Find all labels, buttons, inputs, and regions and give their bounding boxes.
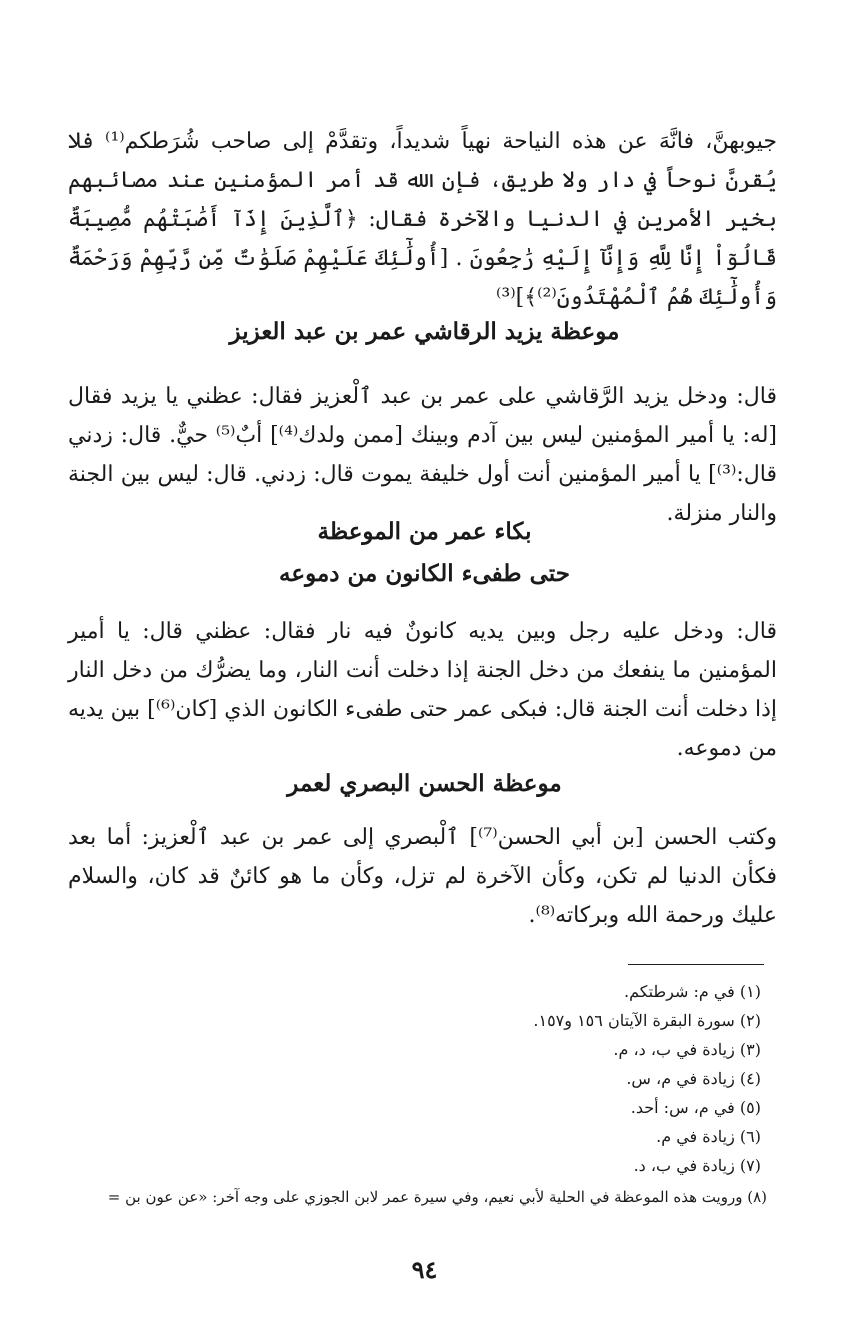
paragraph-kanun: قال: ودخل عليه رجل وبين يديه كانونٌ فيه نار فقال: عظني قال: يا أمير المؤمنين ما ينفعك من دخل الجنة إذا دخلت أنت النار، وما يضرُّك من دخل النار إذا دخلت أنت الجنة قال: فبكى عمر حتى طفىء الكانون الذي [كان⁽⁶⁾] بين يديه من دموعه. (68, 619, 777, 761)
footnote-1: (١) في م: شرطتكم. (624, 982, 761, 1001)
footnote-3: (٣) زيادة في ب، د، م. (613, 1040, 761, 1059)
heading-umar-weeping-sub: حتى طفىء الكانون من دموعه (279, 560, 570, 587)
footnote-2: (٢) سورة البقرة الآيتان ١٥٦ و١٥٧. (533, 1011, 761, 1030)
heading-yazid-sermon: موعظة يزيد الرقاشي عمر بن عبد العزيز (229, 318, 620, 345)
heading-hasan-sermon: موعظة الحسن البصري لعمر (287, 770, 562, 797)
heading-umar-weeping: بكاء عمر من الموعظة (317, 518, 532, 545)
paragraph-opening: جيوبهنَّ، فانَّهَ عن هذه النياحة نهياً شديداً، وتقدَّمْ إلى صاحب شُرَطكم⁽¹⁾ فلا يُقرنَّ نوحاً في دار ولا طريق، فإن الله قد أمر المؤمنين عند مصائبهم بخير الأمرين في الدنيا والآخرة فقال: ﴿ٱلَّذِينَ إِذَآ أَصَٰبَتْهُم مُّصِيبَةٌ قَالُوٓاْ إِنَّا لِلَّهِ وَإِنَّآ إِلَيْهِ رَٰجِعُونَ . [أُولَٰٓئِكَ عَلَيْهِمْ صَلَوَٰتٌ مِّن رَّبِّهِمْ وَرَحْمَةٌ وَأُولَٰٓئِكَ هُمُ ٱلْمُهْتَدُونَ⁽²⁾﴾]⁽³⁾ (68, 129, 777, 310)
footnote-6: (٦) زيادة في م. (656, 1127, 761, 1146)
footnote-5: (٥) في م، س: أحد. (630, 1098, 761, 1117)
page-number: ٩٤ (411, 1255, 438, 1284)
paragraph-hasan: وكتب الحسن [بن أبي الحسن⁽⁷⁾] ٱلْبصري إلى عمر بن عبد ٱلْعزيز: أما بعد فكأن الدنيا لم تكن، وكأن الآخرة لم تزل، وكأن ما هو كائنٌ قد كان، والسلام عليك ورحمة الله وبركاته⁽⁸⁾. (68, 825, 777, 928)
paragraph-yazid: قال: ودخل يزيد الرَّقاشي على عمر بن عبد ٱلْعزيز فقال: عظني يا يزيد فقال [له: يا أمير المؤمنين ليس بين آدم وبينك [ممن ولدك⁽⁴⁾] أبٌ⁽⁵⁾ حيٌّ. قال: زدني قال:⁽³⁾] يا أمير المؤمنين أنت أول خليفة يموت قال: زدني. قال: ليس بين الجنة والنار منزلة. (68, 384, 777, 526)
footnote-8: (٨) ورويت هذه الموعظة في الحلية لأبي نعيم، وفي سيرة عمر لابن الجوزي على وجه آخر: «عن عون بن = (107, 1188, 767, 1206)
footnote-rule (628, 964, 764, 965)
footnote-4: (٤) زيادة في م، س. (626, 1069, 761, 1088)
footnote-7: (٧) زيادة في ب، د. (633, 1156, 761, 1175)
